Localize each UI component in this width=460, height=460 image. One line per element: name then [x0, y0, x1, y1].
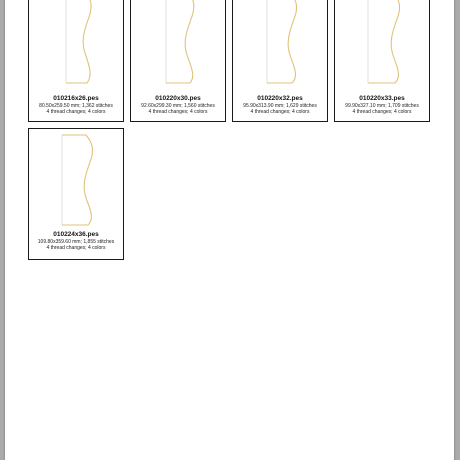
design-filename: 010224x36.pes [53, 231, 99, 238]
design-filename: 010220x30.pes [155, 95, 201, 102]
design-filename: 010220x32.pes [257, 95, 303, 102]
design-card[interactable] [232, 0, 328, 122]
design-thread-info: 4 thread changes; 4 colors [46, 109, 106, 115]
design-card[interactable] [28, 0, 124, 122]
design-thread-info: 4 thread changes; 4 colors [46, 245, 106, 251]
embroidery-outline-thumbnail-icon [335, 0, 431, 91]
design-thread-info: 4 thread changes; 4 colors [148, 109, 208, 115]
design-thread-info: 4 thread changes; 4 colors [352, 109, 412, 115]
design-thread-info: 4 thread changes; 4 colors [250, 109, 310, 115]
embroidery-outline-thumbnail-icon [131, 0, 227, 91]
preview-page [5, 0, 454, 460]
design-dimensions-stitches: 99.90x327.10 mm; 1,709 stitches [345, 103, 419, 109]
design-filename: 010220x33.pes [359, 95, 405, 102]
design-card[interactable] [28, 128, 124, 260]
design-filename: 010216x26.pes [53, 95, 99, 102]
embroidery-outline-thumbnail-icon [233, 0, 329, 91]
embroidery-outline-thumbnail-icon [29, 129, 125, 229]
embroidery-outline-thumbnail-icon [29, 0, 125, 91]
design-dimensions-stitches: 109.80x359.60 mm; 1,855 stitches [37, 239, 115, 245]
design-card[interactable] [130, 0, 226, 122]
design-dimensions-stitches: 80.50x259.50 mm; 1,362 stitches [39, 103, 113, 109]
design-dimensions-stitches: 95.90x313.90 mm; 1,629 stitches [243, 103, 317, 109]
design-card[interactable] [334, 0, 430, 122]
design-dimensions-stitches: 92.60x299.30 mm; 1,560 stitches [141, 103, 215, 109]
